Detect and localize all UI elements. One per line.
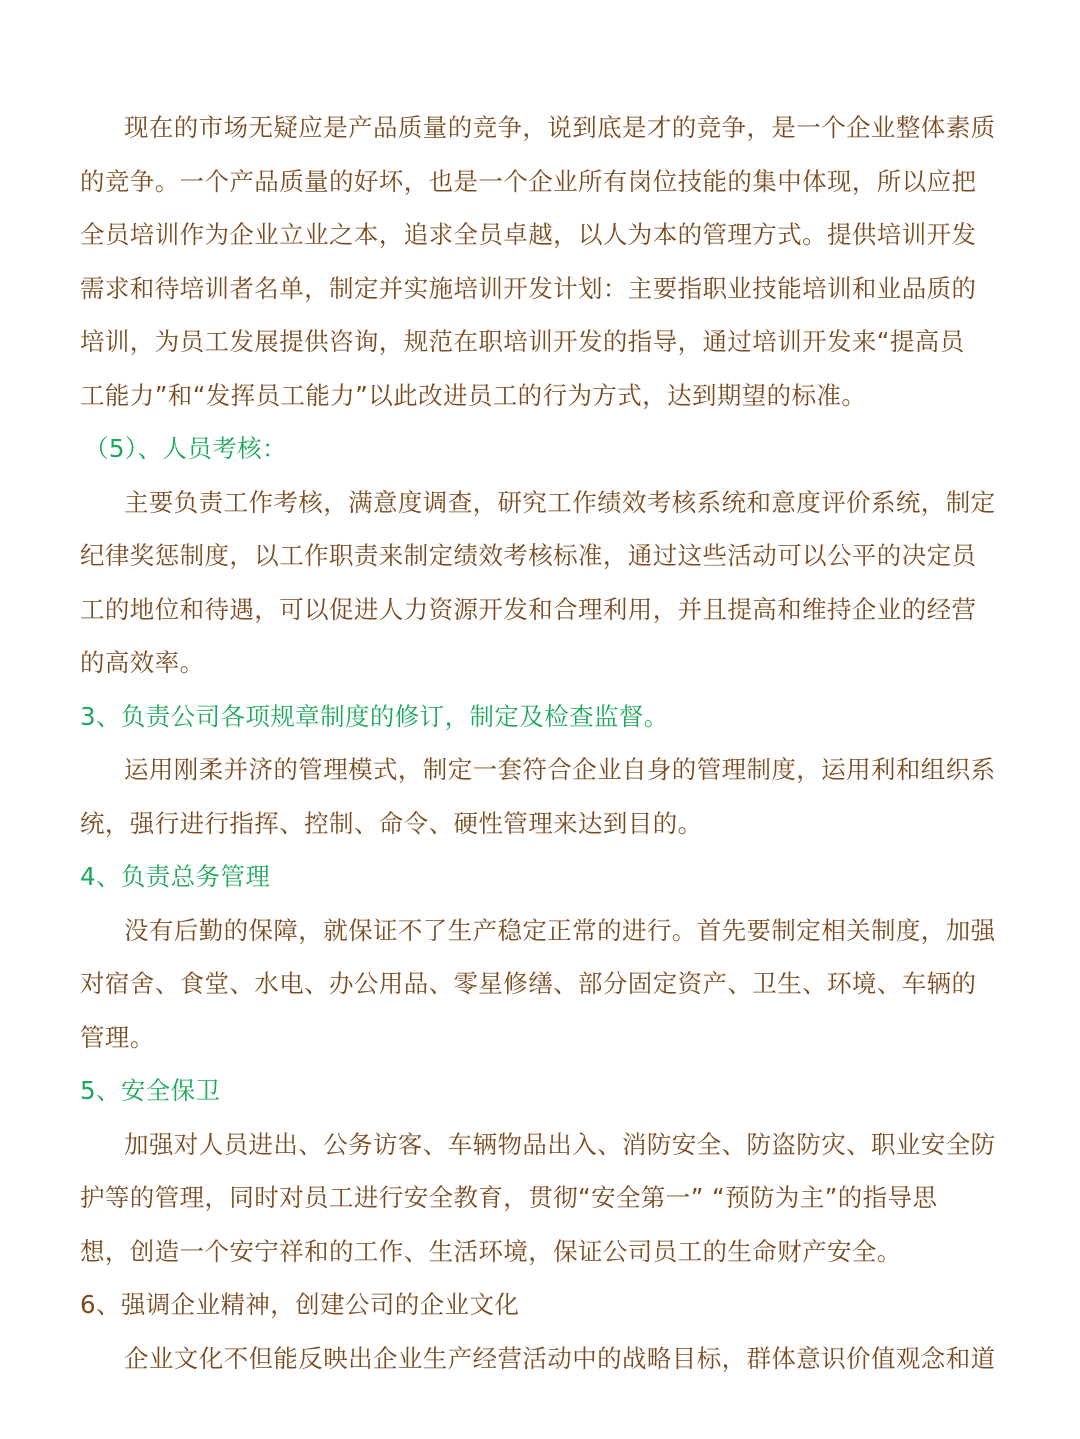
paragraph-security: [80, 1118, 1000, 1279]
text-line: 纪律奖惩制度，以工作职责来制定绩效考核标准，通过这些活动可以公平的决定员: [80, 541, 977, 570]
paragraph-corporate-culture: [80, 1332, 1000, 1386]
heading-regulations: 3、负责公司各项规章制度的修订，制定及检查监督。: [80, 701, 669, 731]
paragraph-regulations: [80, 743, 1000, 850]
heading-security: 5、安全保卫: [80, 1076, 221, 1105]
text-line: 主要负责工作考核，满意度调查，研究工作绩效考核系统和意度评价系统，制定: [124, 487, 996, 517]
heading-general-affairs: 4、负责总务管理: [80, 862, 271, 891]
text-line: 工的地位和待遇，可以促进人力资源开发和合理利用，并且提高和维持企业的经营: [80, 594, 977, 624]
paragraph-training: [80, 101, 1000, 422]
text-line: 想，创造一个安宁祥和的工作、生活环境，保证公司员工的生命财产安全。: [80, 1236, 902, 1266]
text-line: 统，强行进行指挥、控制、命令、硬性管理来达到目的。: [80, 808, 703, 838]
heading-corporate-culture: 6、强调企业精神，创建公司的企业文化: [80, 1290, 520, 1319]
text-line: 运用刚柔并济的管理模式，制定一套符合企业自身的管理制度，运用利和组织系: [124, 755, 996, 784]
text-line: 的高效率。: [80, 648, 205, 677]
text-line: 没有后勤的保障，就保证不了生产稳定正常的进行。首先要制定相关制度，加强: [124, 915, 996, 945]
text-line: 对宿舍、食堂、水电、办公用品、零星修缮、部分固定资产、卫生、环境、车辆的: [80, 969, 977, 998]
text-line: 企业文化不但能反映出企业生产经营活动中的战略目标，群体意识价值观念和道: [124, 1343, 996, 1373]
paragraph-general-affairs: [80, 904, 1000, 1065]
text-line: 工能力”和“发挥员工能力”以此改进员工的行为方式，达到期望的标准。: [80, 380, 867, 410]
text-line: 的竞争。一个产品质量的好坏，也是一个企业所有岗位技能的集中体现，所以应把: [80, 166, 977, 196]
text-line: 管理。: [80, 1022, 155, 1052]
paragraph-assessment: [80, 476, 1000, 690]
text-line: 现在的市场无疑应是产品质量的竞争，说到底是才的竞争，是一个企业整体素质: [124, 113, 996, 142]
text-line: 加强对人员进出、公务访客、车辆物品出入、消防安全、防盗防灾、职业安全防: [124, 1129, 996, 1159]
text-line: 需求和待培训者名单，制定并实施培训开发计划：主要指职业技能培训和业品质的: [80, 273, 977, 303]
text-line: 培训，为员工发展提供咨询，规范在职培训开发的指导，通过培训开发来“提高员: [80, 327, 965, 356]
text-line: 护等的管理，同时对员工进行安全教育，贯彻“安全第一” “预防为主”的指导思: [80, 1183, 938, 1212]
heading-personnel-assessment: （5）、人员考核：: [84, 434, 287, 463]
text-line: 全员培训作为企业立业之本，追求全员卓越，以人为本的管理方式。提供培训开发: [80, 220, 977, 249]
